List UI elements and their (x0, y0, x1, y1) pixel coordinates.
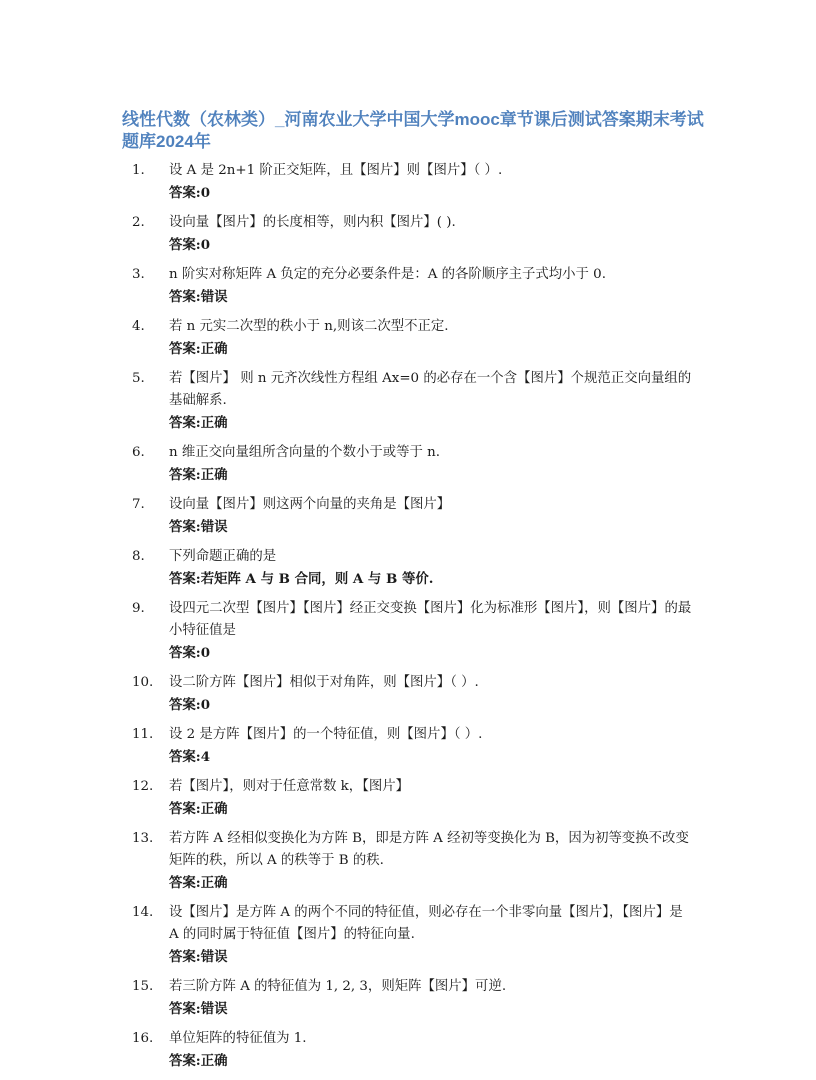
question-text: 设二阶方阵【图片】相似于对角阵，则【图片】（ ）. (169, 675, 479, 690)
question-number: 4. (132, 319, 145, 334)
answer-text: 答案:正确 (169, 875, 228, 891)
question-number: 9. (132, 601, 145, 616)
answer-text: 答案:错误 (169, 1001, 228, 1017)
question-item (132, 160, 692, 204)
question-number: 6. (132, 445, 145, 460)
answer-text: 答案:0 (169, 185, 211, 201)
answer-text: 答案:4 (169, 749, 211, 765)
question-item (132, 212, 692, 256)
question-text: 若三阶方阵 A 的特征值为 1, 2, 3，则矩阵【图片】可逆. (169, 979, 507, 994)
question-text: 设 A 是 2n+1 阶正交矩阵，且【图片】则【图片】（ ）. (169, 163, 503, 178)
question-number: 10. (132, 675, 154, 690)
question-number: 15. (132, 979, 154, 994)
question-text: 设向量【图片】的长度相等，则内积【图片】( ). (169, 215, 456, 230)
answer-text: 答案:0 (169, 697, 211, 713)
question-number: 12. (132, 779, 154, 794)
answer-text: 答案:正确 (169, 467, 228, 483)
question-number: 2. (132, 215, 145, 230)
answer-text: 答案:0 (169, 645, 211, 661)
question-text: 若方阵 A 经相似变换化为方阵 B，即是方阵 A 经初等变换化为 B，因为初等变换不改变矩阵的秩，所以 A 的秩等于 B 的秩. (169, 831, 689, 868)
question-item (132, 368, 692, 434)
answer-text: 答案:正确 (169, 341, 228, 357)
question-item (132, 902, 692, 968)
question-list (132, 160, 692, 1080)
question-number: 16. (132, 1031, 154, 1046)
answer-text: 答案:错误 (169, 949, 228, 965)
question-item (132, 546, 692, 590)
question-number: 14. (132, 905, 154, 920)
question-text: n 维正交向量组所含向量的个数小于或等于 n. (169, 445, 441, 460)
question-number: 13. (132, 831, 154, 846)
question-number: 11. (132, 727, 154, 742)
answer-text: 答案:错误 (169, 289, 228, 305)
question-item (132, 494, 692, 538)
question-item (132, 1028, 692, 1072)
question-text: n 阶实对称矩阵 A 负定的充分必要条件是：A 的各阶顺序主子式均小于 0. (169, 267, 606, 282)
question-item (132, 976, 692, 1020)
question-text: 下列命题正确的是 (169, 549, 277, 564)
question-item (132, 672, 692, 716)
question-item (132, 724, 692, 768)
answer-text: 答案:错误 (169, 519, 228, 535)
answer-text: 答案:0 (169, 237, 211, 253)
question-text: 若【图片】 则 n 元齐次线性方程组 Ax=0 的必存在一个含【图片】个规范正交向量组的基础解系. (169, 371, 692, 408)
question-number: 7. (132, 497, 145, 512)
answer-text: 答案:正确 (169, 1053, 228, 1069)
question-text: 设四元二次型【图片】【图片】经正交变换【图片】化为标准形【图片】，则【图片】的最小特征值是 (169, 601, 692, 638)
answer-text: 答案:正确 (169, 801, 228, 817)
answer-text: 答案:正确 (169, 415, 228, 431)
question-text: 若【图片】，则对于任意常数 k，【图片】 (169, 779, 410, 794)
question-text: 若 n 元实二次型的秩小于 n,则该二次型不正定. (169, 319, 449, 334)
document-title: 线性代数（农林类）_河南农业大学中国大学mooc章节课后测试答案期末考试题库2024年 (122, 110, 704, 151)
question-text: 设向量【图片】则这两个向量的夹角是【图片】 (169, 497, 451, 512)
question-item (132, 442, 692, 486)
question-number: 5. (132, 371, 145, 386)
question-item (132, 776, 692, 820)
question-text: 设【图片】是方阵 A 的两个不同的特征值，则必存在一个非零向量【图片】，【图片】是 A 的同时属于特征值【图片】的特征向量. (169, 905, 683, 942)
question-item (132, 316, 692, 360)
question-text: 设 2 是方阵【图片】的一个特征值，则【图片】（ ）. (169, 727, 483, 742)
question-item (132, 598, 692, 664)
question-item (132, 828, 692, 894)
question-number: 3. (132, 267, 145, 282)
question-text: 单位矩阵的特征值为 1. (169, 1031, 307, 1046)
question-number: 1. (132, 163, 145, 178)
question-item (132, 264, 692, 308)
answer-text: 答案:若矩阵 A 与 B 合同，则 A 与 B 等价. (169, 571, 434, 587)
question-number: 8. (132, 549, 145, 564)
